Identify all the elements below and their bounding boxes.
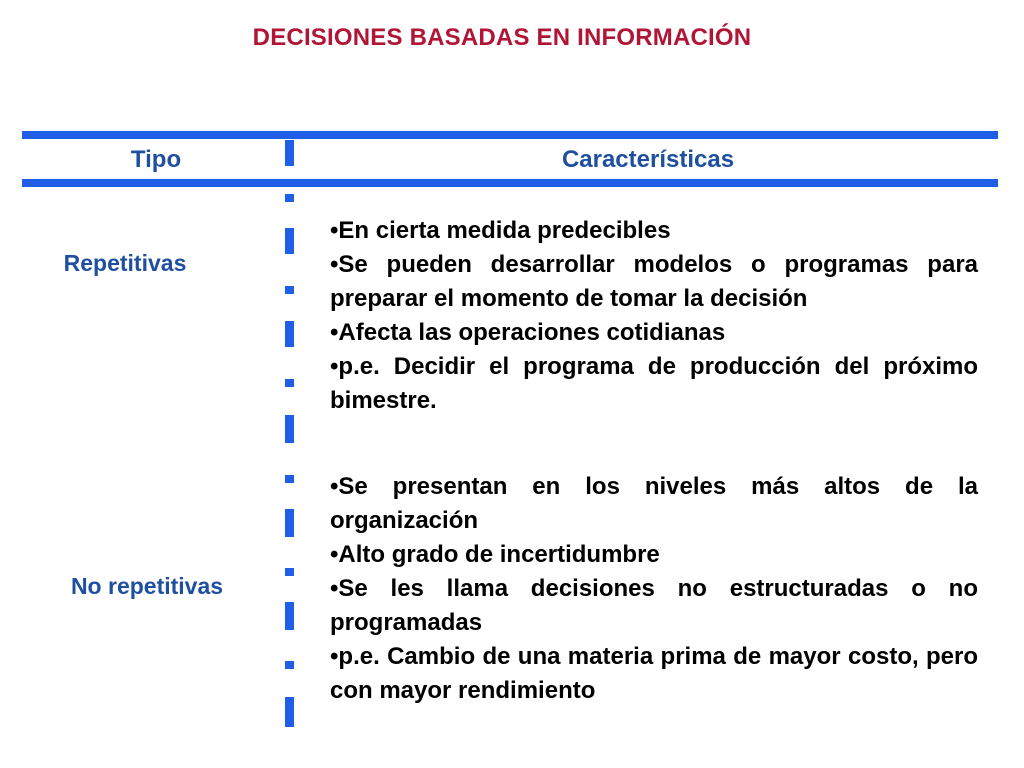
characteristic-item: •Se presentan en los niveles más altos de la organización — [330, 473, 978, 534]
characteristics-no-repetitivas — [330, 470, 978, 708]
separator-segment — [285, 194, 294, 202]
separator-segment — [285, 321, 294, 347]
column-header-caracteristicas: Características — [561, 146, 735, 173]
separator-segment — [285, 286, 294, 294]
separator-segment — [285, 140, 294, 166]
slide-title: DECISIONES BASADAS EN INFORMACIÓN — [252, 24, 752, 51]
characteristics-repetitivas — [330, 214, 978, 418]
column-header-tipo: Tipo — [130, 146, 182, 173]
characteristic-item: •p.e. Cambio de una materia prima de mayor costo, pero con mayor rendimiento — [330, 643, 978, 704]
separator-segment — [285, 697, 294, 727]
characteristic-item: •En cierta medida predecibles — [330, 217, 671, 244]
table-top-rule — [22, 131, 998, 139]
separator-segment — [285, 379, 294, 387]
characteristic-item: •p.e. Decidir el programa de producción del próximo bimestre. — [330, 353, 978, 414]
separator-segment — [285, 661, 294, 669]
characteristic-item: •Alto grado de incertidumbre — [330, 541, 660, 568]
separator-segment — [285, 602, 294, 630]
type-label-no-repetitivas: No repetitivas — [70, 573, 224, 599]
characteristic-item: •Se pueden desarrollar modelos o programas para preparar el momento de tomar la decisión — [330, 251, 978, 312]
separator-segment — [285, 228, 294, 254]
characteristic-item: •Se les llama decisiones no estructuradas o no programadas — [330, 575, 978, 636]
characteristic-item: •Afecta las operaciones cotidianas — [330, 319, 726, 346]
table-header-rule — [22, 179, 998, 187]
separator-segment — [285, 568, 294, 576]
type-label-repetitivas: Repetitivas — [63, 250, 187, 276]
separator-segment — [285, 475, 294, 483]
separator-segment — [285, 415, 294, 443]
separator-segment — [285, 509, 294, 537]
